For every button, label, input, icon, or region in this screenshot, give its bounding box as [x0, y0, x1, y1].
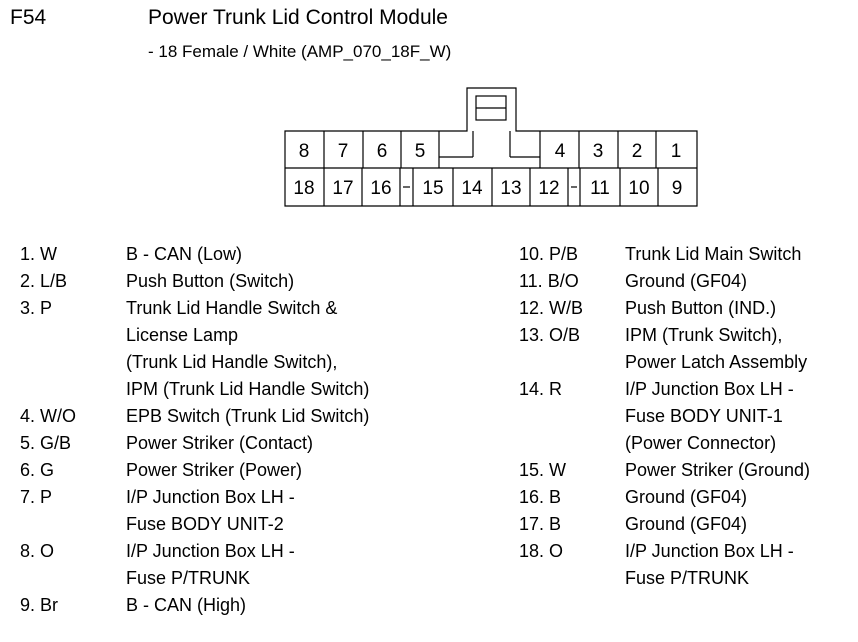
pin-label-12: 12: [538, 178, 560, 199]
pin-row: [20, 538, 480, 565]
pin-row: [20, 511, 480, 538]
pin-description: B - CAN (Low): [126, 244, 243, 264]
pin-row: [519, 511, 858, 538]
pin-row: [519, 457, 858, 484]
pin-number: 14. R: [519, 379, 563, 399]
pin-number: 12. W/B: [519, 298, 584, 318]
pin-label-2: 2: [631, 141, 643, 162]
pin-row: [20, 349, 480, 376]
pin-label-18: 18: [293, 178, 315, 199]
pin-label-8: 8: [298, 141, 310, 162]
pin-row: [20, 592, 480, 619]
pin-description: I/P Junction Box LH -: [625, 541, 794, 561]
pin-number: 13. O/B: [519, 325, 581, 345]
pin-description: Fuse P/TRUNK: [126, 568, 251, 588]
pin-description: Trunk Lid Main Switch: [625, 244, 802, 264]
pin-description: Power Striker (Power): [126, 460, 303, 480]
pin-description: EPB Switch (Trunk Lid Switch): [126, 406, 370, 426]
pin-label-13: 13: [500, 178, 522, 199]
pin-row: [519, 349, 858, 376]
pin-list-right: [519, 241, 858, 592]
pin-number: 1. W: [20, 244, 58, 264]
pin-label-6: 6: [376, 141, 388, 162]
pin-label-15: 15: [422, 178, 444, 199]
pin-description: B - CAN (High): [126, 595, 247, 615]
pin-label-10: 10: [628, 178, 650, 199]
pin-label-16: 16: [370, 178, 392, 199]
pin-row: [20, 376, 480, 403]
pin-description: IPM (Trunk Lid Handle Switch): [126, 379, 370, 399]
pin-number: 3. P: [20, 298, 53, 318]
page-title: Power Trunk Lid Control Module: [148, 6, 448, 29]
pin-description: IPM (Trunk Switch),: [625, 325, 783, 345]
pin-number: 18. O: [519, 541, 564, 561]
pin-description: (Trunk Lid Handle Switch),: [126, 352, 338, 372]
pin-number: 5. G/B: [20, 433, 72, 453]
pin-description: Fuse BODY UNIT-1: [625, 406, 783, 426]
pin-number: 15. W: [519, 460, 567, 480]
pin-row: [519, 268, 858, 295]
pin-description: Trunk Lid Handle Switch &: [126, 298, 338, 318]
pin-description: License Lamp: [126, 325, 239, 345]
pin-row: [20, 268, 480, 295]
pin-row: [519, 565, 858, 592]
pin-number: 4. W/O: [20, 406, 77, 426]
pin-description: Ground (GF04): [625, 514, 748, 534]
pin-label-5: 5: [414, 141, 426, 162]
pin-description: I/P Junction Box LH -: [126, 487, 295, 507]
pin-row: [519, 376, 858, 403]
connector-diagram: [0, 0, 858, 240]
pin-row: [519, 241, 858, 268]
pin-number: 7. P: [20, 487, 53, 507]
pin-description: Push Button (IND.): [625, 298, 777, 318]
pin-number: 16. B: [519, 487, 562, 507]
pin-row: [519, 484, 858, 511]
pin-description: Fuse P/TRUNK: [625, 568, 750, 588]
pin-number: 6. G: [20, 460, 55, 480]
pin-row: [519, 403, 858, 430]
pin-row: [20, 484, 480, 511]
pin-description: I/P Junction Box LH -: [126, 541, 295, 561]
pin-row: [519, 538, 858, 565]
connector-code: F54: [10, 6, 47, 29]
pin-label-9: 9: [671, 178, 683, 199]
pin-description: (Power Connector): [625, 433, 777, 453]
pin-row: [519, 295, 858, 322]
pin-label-17: 17: [332, 178, 354, 199]
pin-row: [20, 295, 480, 322]
pin-label-3: 3: [592, 141, 604, 162]
pin-description: Ground (GF04): [625, 487, 748, 507]
pin-number: 10. P/B: [519, 244, 579, 264]
pin-number: 11. B/O: [519, 271, 579, 291]
pin-row: [519, 322, 858, 349]
pin-description: I/P Junction Box LH -: [625, 379, 794, 399]
pin-row: [519, 430, 858, 457]
pin-row: [20, 457, 480, 484]
pin-row: [20, 565, 480, 592]
pin-list-left: [20, 241, 480, 619]
pin-description: Ground (GF04): [625, 271, 748, 291]
pin-number: 17. B: [519, 514, 562, 534]
pin-label-7: 7: [337, 141, 349, 162]
pin-row: [20, 403, 480, 430]
pin-description: Power Striker (Ground): [625, 460, 811, 480]
pin-description: Power Striker (Contact): [126, 433, 314, 453]
connector-subtitle: - 18 Female / White (AMP_070_18F_W): [148, 42, 452, 61]
pin-row: [20, 322, 480, 349]
pin-label-1: 1: [670, 141, 682, 162]
pin-label-14: 14: [461, 178, 483, 199]
pin-row: [20, 241, 480, 268]
pin-number: 2. L/B: [20, 271, 68, 291]
pin-number: 9. Br: [20, 595, 59, 615]
pin-label-11: 11: [590, 178, 610, 199]
pin-number: 8. O: [20, 541, 55, 561]
pin-description: Push Button (Switch): [126, 271, 295, 291]
pin-row: [20, 430, 480, 457]
pin-label-4: 4: [554, 141, 566, 162]
pin-description: Power Latch Assembly: [625, 352, 808, 372]
pin-description: Fuse BODY UNIT-2: [126, 514, 284, 534]
